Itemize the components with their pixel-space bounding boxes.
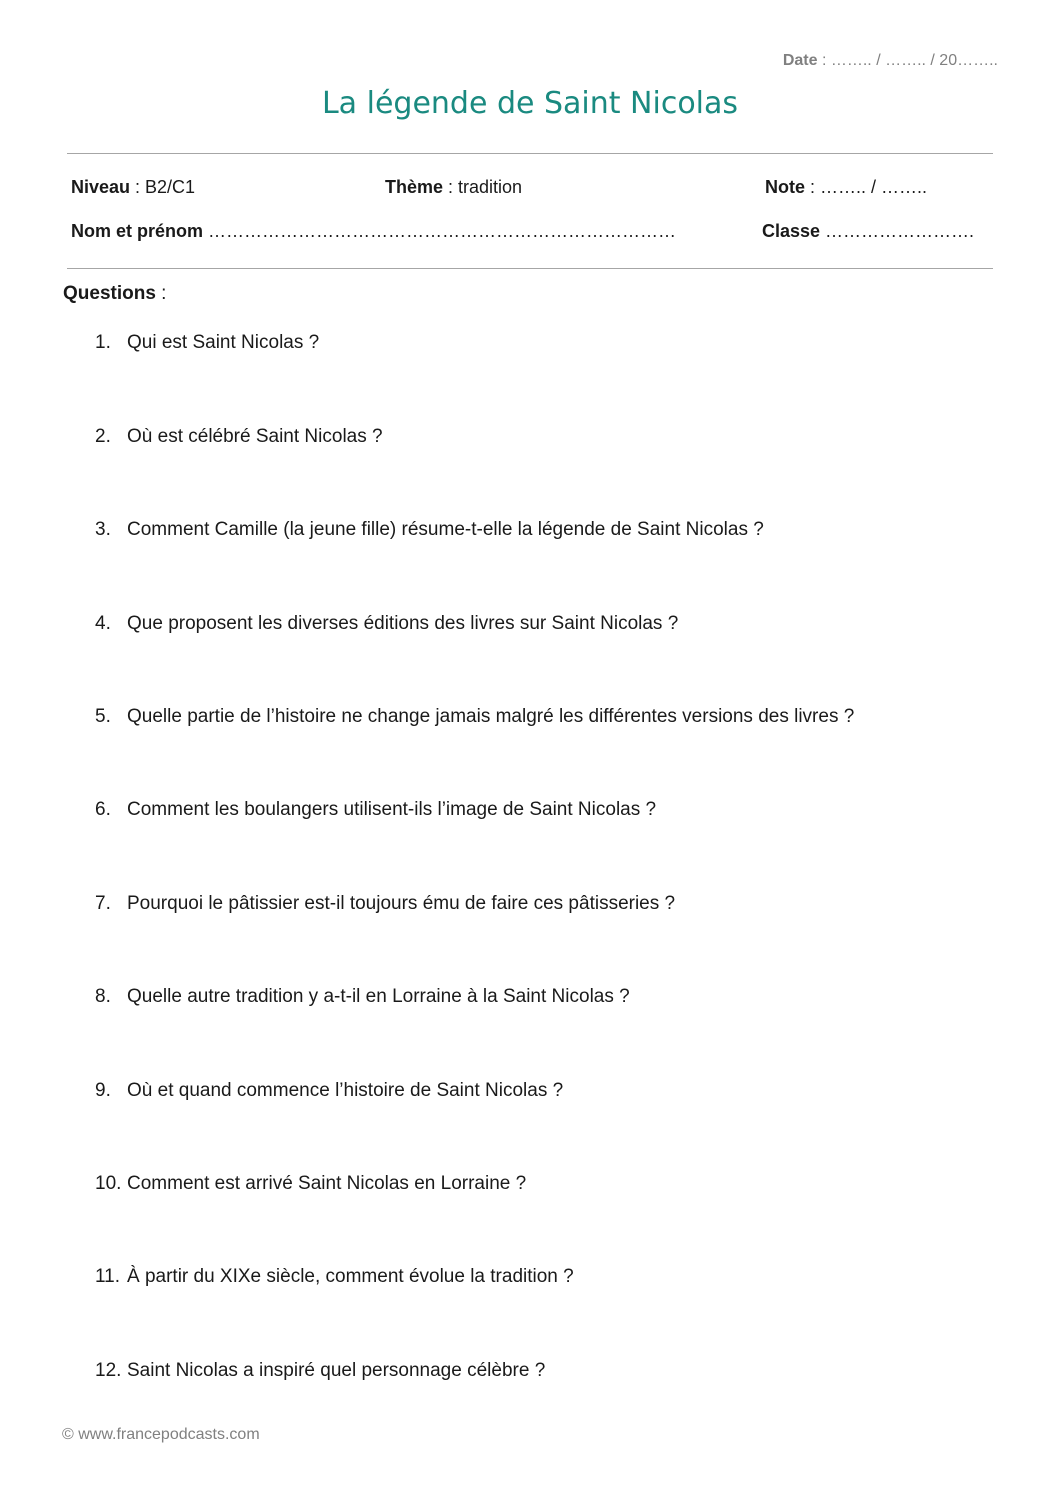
nom-field — [71, 221, 676, 242]
questions-heading-suffix: : — [155, 283, 167, 304]
note-field — [765, 177, 927, 198]
question-item — [95, 986, 630, 1008]
question-item — [95, 332, 319, 354]
question-number: 6. — [95, 799, 111, 820]
question-number: 9. — [95, 1080, 111, 1101]
question-text: Où est célébré Saint Nicolas ? — [127, 426, 383, 447]
question-item — [95, 1360, 545, 1382]
question-number: 10. — [95, 1173, 122, 1194]
niveau-label: Niveau — [71, 177, 131, 197]
questions-heading-label: Questions — [63, 283, 156, 304]
question-text: Comment les boulangers utilisent-ils l’image de Saint Nicolas ? — [127, 799, 657, 820]
top-divider — [67, 153, 993, 154]
niveau-value: : B2/C1 — [130, 177, 196, 197]
question-number: 12. — [95, 1360, 122, 1381]
question-item — [95, 706, 854, 728]
bottom-divider — [67, 268, 993, 269]
question-number: 1. — [95, 332, 111, 353]
question-text: Où et quand commence l’histoire de Saint Nicolas ? — [127, 1080, 564, 1101]
question-item — [95, 519, 764, 541]
question-number: 7. — [95, 893, 111, 914]
questions-heading — [63, 283, 166, 305]
date-value: : …….. / …….. / 20…….. — [817, 52, 998, 69]
classe-label: Classe — [762, 221, 821, 241]
question-item — [95, 1173, 526, 1195]
question-item — [95, 799, 656, 821]
nom-label: Nom et prénom — [71, 221, 204, 241]
theme-value: : tradition — [443, 177, 523, 197]
classe-value: ……………………. — [820, 221, 975, 241]
classe-field — [762, 221, 974, 242]
niveau-field — [71, 177, 195, 198]
question-text: Qui est Saint Nicolas ? — [127, 332, 320, 353]
theme-label: Thème — [385, 177, 444, 197]
theme-field — [385, 177, 522, 198]
question-number: 4. — [95, 613, 111, 634]
question-text: À partir du XIXe siècle, comment évolue la tradition ? — [127, 1266, 574, 1287]
question-number: 11. — [95, 1266, 121, 1287]
question-text: Quelle partie de l’histoire ne change jamais malgré les différentes versions des livres ? — [127, 706, 855, 727]
question-text: Saint Nicolas a inspiré quel personnage célèbre ? — [127, 1360, 546, 1381]
nom-value: …………………………………………………………………… — [203, 221, 677, 241]
question-number: 8. — [95, 986, 111, 1007]
page-title: La légende de Saint Nicolas — [321, 86, 739, 121]
question-text: Pourquoi le pâtissier est-il toujours ému de faire ces pâtisseries ? — [127, 893, 676, 914]
question-item — [95, 1266, 574, 1288]
date-field — [783, 52, 998, 70]
question-item — [95, 893, 675, 915]
question-item — [95, 613, 678, 635]
question-item — [95, 426, 383, 448]
date-label: Date — [782, 52, 818, 69]
question-number: 2. — [95, 426, 111, 447]
note-value: : …….. / …….. — [805, 177, 928, 197]
question-text: Comment est arrivé Saint Nicolas en Lorraine ? — [127, 1173, 527, 1194]
footer-copyright: © www.francepodcasts.com — [62, 1426, 260, 1443]
question-item — [95, 1080, 563, 1102]
question-number: 3. — [95, 519, 111, 540]
note-label: Note — [765, 177, 805, 197]
question-text: Comment Camille (la jeune fille) résume-t-elle la légende de Saint Nicolas ? — [127, 519, 764, 540]
question-text: Que proposent les diverses éditions des livres sur Saint Nicolas ? — [127, 613, 679, 634]
question-text: Quelle autre tradition y a-t-il en Lorraine à la Saint Nicolas ? — [127, 986, 630, 1007]
question-number: 5. — [95, 706, 111, 727]
